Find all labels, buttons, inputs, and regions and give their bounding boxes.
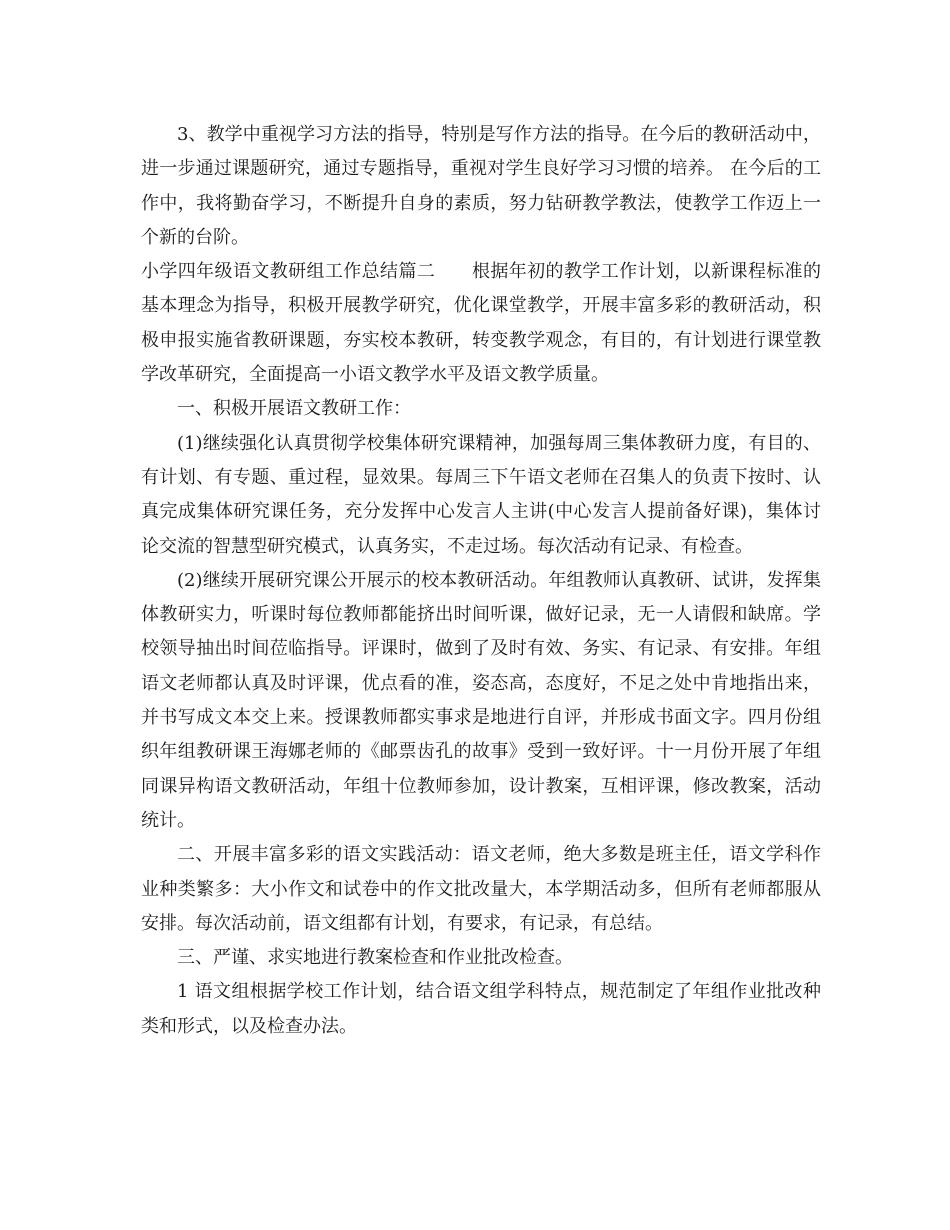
paragraph-open-lessons: (2)继续开展研究课公开展示的校本教研活动。年组教师认真教研、试讲，发挥集体教研实力，听课时每位教师都能挤出时间听课，做好记录，无一人请假和缺席。学校领导抽出时间莅临指导。评课时，做到了及时有效、务实、有记录、有安排。年组语文老师都认真及时评课，优点看的准，姿态高，态度好，不足之处中肯地指出来，并书写成文本交上来。授课教师都实事求是地进行自评，并形成书面文字。四月份组织年组教研课王海娜老师的《邮票齿孔的故事》受到一致好评。十一月份开展了年组同课异构语文教研活动，年组十位教师参加，设计教案，互相评课，修改教案，活动统计。	[141, 569, 821, 831]
paragraph-homework-rules: 1 语文组根据学校工作计划，结合语文组学科特点，规范制定了年组作业批改种类和形式，以及检查办法。	[141, 981, 821, 1037]
heading-section-three: 三、严谨、求实地进行教案检查和作业批改检查。	[177, 947, 573, 969]
paragraph-practice-activities: 二、开展丰富多彩的语文实践活动：语文老师，绝大多数是班主任，语文学科作业种类繁多：大小作文和试卷中的作文批改量大，本学期活动多，但所有老师都服从安排。每次活动前，语文组都有计划，有要求，有记录，有总结。	[141, 844, 821, 934]
paragraph-learning-methods: 3、教学中重视学习方法的指导，特别是写作方法的指导。在今后的教研活动中，进一步通过课题研究，通过专题指导，重视对学生良好学习习惯的培养。 在今后的工作中，我将勤奋学习，不断提升自身的素质，努力钻研教学教法，使教学工作迈上一个新的台阶。	[141, 124, 821, 248]
paragraph-collective-research: (1)继续强化认真贯彻学校集体研究课精神，加强每周三集体教研力度，有目的、有计划、有专题、重过程，显效果。每周三下午语文老师在召集人的负责下按时、认真完成集体研究课任务，充分发挥中心发言人主讲(中心发言人提前备好课)，集体讨论交流的智慧型研究模式，认真务实，不走过场。每次活动有记录、有检查。	[141, 432, 821, 557]
document-body	[141, 118, 821, 1044]
paragraph-summary-part-two: 小学四年级语文教研组工作总结篇二 根据年初的教学工作计划，以新课程标准的基本理念为指导，积极开展教学研究，优化课堂教学，开展丰富多彩的教研活动，积极申报实施省教研课题，夯实校本教研，转变教学观念，有目的，有计划进行课堂教学改革研究，全面提高一小语文教学水平及语文教学质量。	[141, 261, 821, 386]
heading-section-one: 一、积极开展语文教研工作：	[177, 398, 411, 420]
